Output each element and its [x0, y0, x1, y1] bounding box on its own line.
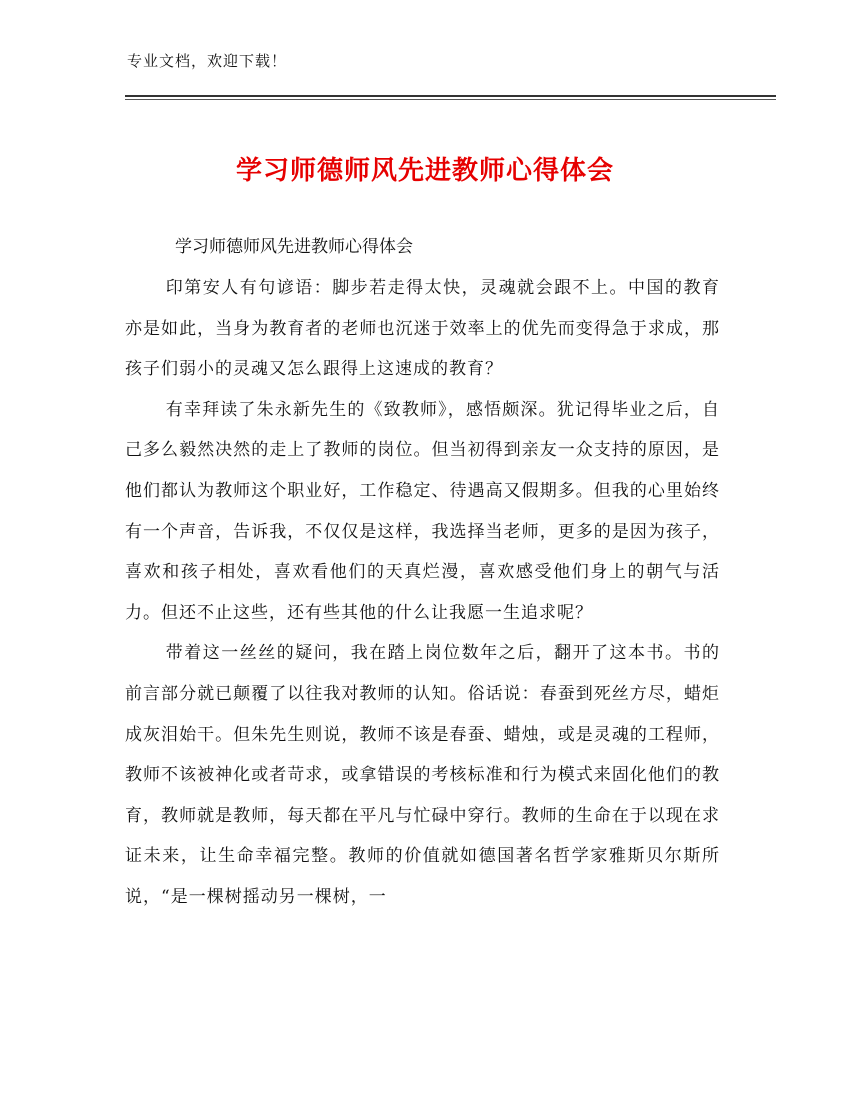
header-divider-thin [125, 99, 776, 100]
paragraph-3: 带着这一丝丝的疑问，我在踏上岗位数年之后，翻开了这本书。书的前言部分就已颠覆了以往我对教师的认知。俗话说：春蚕到死丝方尽，蜡炬成灰泪始干。但朱先生则说，教师不该是春蚕、蜡烛，或是灵魂的工程师，教师不该被神化或者苛求，或拿错误的考核标准和行为模式来固化他们的教育，教师就是教师，每天都在平凡与忙碌中穿行。教师的生命在于以现在求证未来，让生命幸福完整。教师的价值就如德国著名哲学家雅斯贝尔斯所说，“是一棵树摇动另一棵树，一 [125, 643, 720, 907]
paragraph-1: 印第安人有句谚语：脚步若走得太快，灵魂就会跟不上。中国的教育亦是如此，当身为教育者的老师也沉迷于效率上的优先而变得急于求成，那孩子们弱小的灵魂又怎么跟得上这速成的教育？ [125, 278, 720, 380]
document-title: 学习师德师风先进教师心得体会 [235, 156, 614, 186]
page-header-text: 专业文档，欢迎下载！ [127, 52, 288, 70]
paragraph-2: 有幸拜读了朱永新先生的《致教师》，感悟颇深。犹记得毕业之后，自己多么毅然决然的走上了教师的岗位。但当初得到亲友一众支持的原因，是他们都认为教师这个职业好，工作稳定、待遇高又假期多。但我的心里始终有一个声音，告诉我，不仅仅是这样，我选择当老师，更多的是因为孩子，喜欢和孩子相处，喜欢看他们的天真烂漫，喜欢感受他们身上的朝气与活力。但还不止这些，还有些其他的什么让我愿一生追求呢？ [125, 399, 720, 623]
header-divider-thick [125, 95, 776, 97]
document-subtitle: 学习师德师风先进教师心得体会 [175, 237, 413, 257]
header-divider [125, 95, 776, 100]
document-body [125, 268, 720, 918]
